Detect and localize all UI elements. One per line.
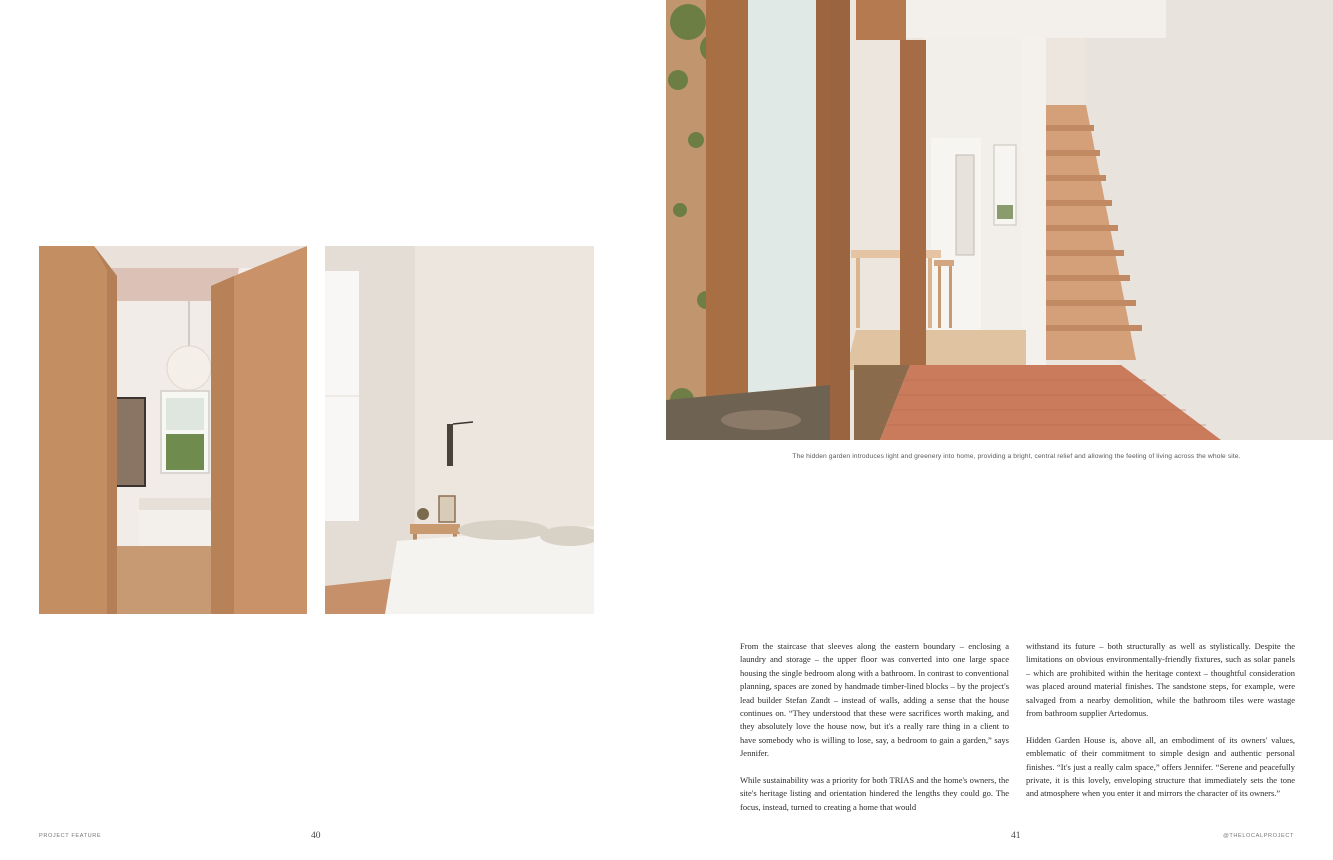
paragraph: From the staircase that sleeves along the eastern boundary – enclosing a laundry and storage – the upper floor was converted into one large space housing the single bedroom along with a bathroom. In contrast to conventional planning, spaces are zoned by handmade timber-lined blocks – by the project's lead builder Stefan Zandt – instead of walls, adding a sense that the house continues on. “They understood that these were sacrifices worth making, and they absolutely love the house now, but it's a really rare thing in a client to have somebody who is willing to lose, say, a bedroom to gain a garden,” says Jennifer. xyxy=(740,641,1009,759)
photo-timber-blocks-bedroom xyxy=(39,246,307,614)
page-number-right: 41 xyxy=(1011,831,1021,841)
photo-caption: The hidden garden introduces light and greenery into home, providing a bright, central relief and allowing the feeling of living across the whole site. xyxy=(792,453,1241,460)
section-label: PROJECT FEATURE xyxy=(39,833,102,839)
body-column-1 xyxy=(740,640,1009,828)
publication-handle: @THELOCALPROJECT xyxy=(1223,833,1294,839)
paragraph: While sustainability was a priority for both TRIAS and the home's owners, the site's heritage listing and orientation hindered the lengths they could go. The focus, instead, turned to creating a home that would xyxy=(740,775,1009,812)
body-column-2 xyxy=(1026,640,1295,814)
page-number-left: 40 xyxy=(311,831,321,841)
photo-hidden-garden-hallway xyxy=(666,0,1333,440)
photo-bedroom-corner xyxy=(325,246,594,614)
paragraph: withstand its future – both structurally as well as stylistically. Despite the limitations on obvious environmentally-friendly fixtures, such as solar panels – which are prohibited within the heritage context – thoughtful consideration was placed around material finishes. The sandstone steps, for example, were salvaged from a nearby demolition, while the bathroom tiles were wastage from bathroom supplier Artedomus. xyxy=(1026,641,1295,719)
paragraph: Hidden Garden House is, above all, an embodiment of its owners' values, emblematic of their commitment to simple design and authentic personal finishes. “It's just a really calm space,” offers Jennifer. “Serene and peacefully private, it is this lovely, enveloping structure that immediately sets the tone and atmosphere when you enter it and mirrors the character of its owners.” xyxy=(1026,734,1295,799)
